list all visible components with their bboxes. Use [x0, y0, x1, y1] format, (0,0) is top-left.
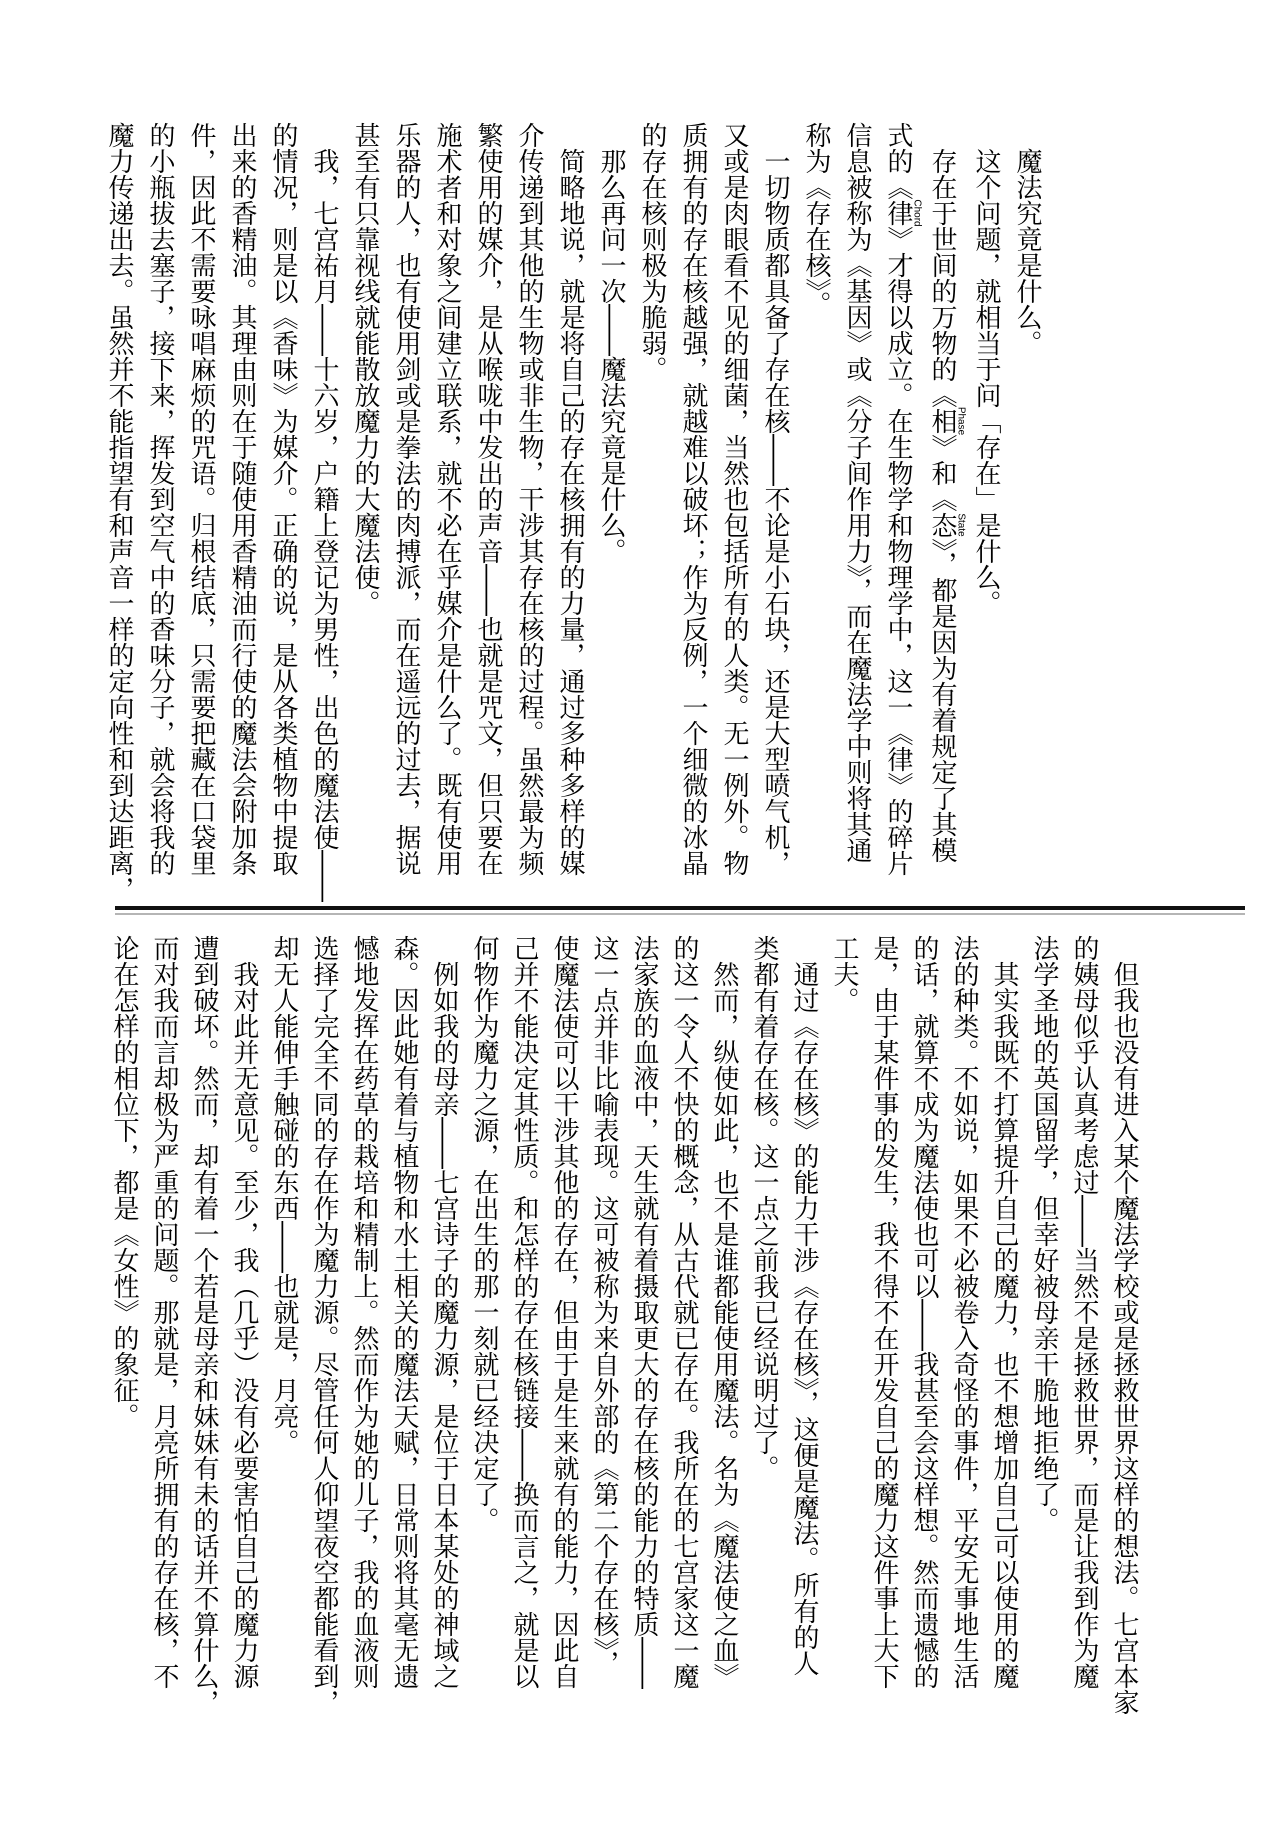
text-column: 而对我而言却极为严重的问题。那就是，月亮所拥有的存在核，不 — [150, 935, 180, 1689]
text-column: 通过《存在核》的能力干涉《存在核》，这便是魔法。所有的人 — [790, 935, 820, 1676]
text-column: 一切物质都具备了存在核——不论是小石块，还是大型喷气机， — [761, 122, 791, 876]
text-column: 选择了完全不同的存在作为魔力源。尽管任何人仰望夜空都能看到， — [310, 935, 340, 1715]
text-column: 论在怎样的相位下，都是《女性》的象征。 — [110, 935, 140, 1429]
text-column: 又或是肉眼看不见的细菌，当然也包括所有的人类。无一例外。物 — [720, 122, 750, 876]
text-column: 的姨母似乎认真考虑过——当然不是拯救世界，而是让我到作为魔 — [1070, 935, 1100, 1689]
text-column: 何物作为魔力之源，在出生的那一刻就已经决定了。 — [470, 935, 500, 1533]
text-column: 信息被称为《基因》或《分子间作用力》，而在魔法学中则将其通 — [843, 122, 873, 863]
ruby-annotated-char: 态State — [928, 512, 967, 538]
text-column: 法的种类。不如说，如果不必被卷入奇怪的事件，平安无事地生活 — [950, 935, 980, 1689]
text-column: 然而，纵使如此，也不是谁都能使用魔法。名为《魔法使之血》 — [710, 935, 740, 1689]
text-column: 这个问题，就相当于问「存在」是什么。 — [972, 122, 1002, 616]
text-column: 其实我既不打算提升自己的魔力，也不想增加自己可以使用的魔 — [990, 935, 1020, 1689]
text-column: 例如我的母亲——七宫诗子的魔力源，是位于日本某处的神域之 — [430, 935, 460, 1689]
text-column: 森。因此她有着与植物和水土相关的魔法天赋，日常则将其毫无遗 — [390, 935, 420, 1689]
text-column: 但我也没有进入某个魔法学校或是拯救世界这样的想法。七宫本家 — [1110, 935, 1140, 1715]
text-column: 存在于世间的万物的《相Phase》和《态State》，都是因为有着规定了其模 — [928, 122, 967, 863]
text-column: 却无人能伸手触碰的东西——也就是，月亮。 — [270, 935, 300, 1455]
bottom-text-block — [105, 935, 1145, 1723]
text-column: 出来的香精油。其理由则在于随使用香精油而行使的魔法会附加条 — [228, 122, 258, 876]
text-column: 憾地发挥在药草的栽培和精制上。然而作为她的儿子，我的血液则 — [350, 935, 380, 1689]
section-divider-rule — [115, 906, 1245, 910]
text-column: 我，七宫祐月——十六岁，户籍上登记为男性，出色的魔法使—— — [310, 122, 340, 902]
text-column: 施术者和对象之间建立联系，就不必在乎媒介是什么了。既有使用 — [433, 122, 463, 876]
text-column: 己并不能决定其性质。和怎样的存在核链接——换而言之，就是以 — [510, 935, 540, 1689]
text-column: 那么再问一次——魔法究竟是什么。 — [597, 122, 627, 564]
ruby-annotated-char: 相Phase — [928, 406, 967, 436]
text-column: 使魔法使可以干涉其他的存在，但由于是生来就有的能力，因此自 — [550, 935, 580, 1689]
text-column: 类都有着存在核。这一点之前我已经说明过了。 — [750, 935, 780, 1481]
text-column: 称为《存在核》。 — [802, 122, 832, 317]
text-column: 繁使用的媒介，是从喉咙中发出的声音——也就是咒文，但只要在 — [474, 122, 504, 876]
text-column: 质拥有的存在核越强，就越难以破坏；作为反例，一个细微的冰晶 — [679, 122, 709, 876]
text-column: 的这一令人不快的概念，从古代就已存在。我所在的七宫家这一魔 — [670, 935, 700, 1689]
text-column: 式的《律Chord》才得以成立。在生物学和物理学中，这一《律》的碎片 — [884, 122, 923, 876]
text-column: 魔力传递出去。虽然并不能指望有和声音一样的定向性和到达距离， — [105, 122, 135, 902]
text-column: 的小瓶拔去塞子，接下来，挥发到空气中的香味分子，就会将我的 — [146, 122, 176, 876]
section-divider-rule-shadow — [115, 913, 1245, 915]
text-column: 介传递到其他的生物或非生物，干涉其存在核的过程。虽然最为频 — [515, 122, 545, 876]
text-column: 魔法究竟是什么。 — [1013, 122, 1043, 356]
text-column: 乐器的人，也有使用剑或是拳法的肉搏派，而在遥远的过去，据说 — [392, 122, 422, 876]
text-column: 遭到破坏。然而，却有着一个若是母亲和妹妹有未的话并不算什么， — [190, 935, 220, 1715]
top-text-block — [99, 122, 1048, 910]
text-column: 的话，就算不成为魔法使也可以——我甚至会这样想。然而遗憾的 — [910, 935, 940, 1689]
text-column: 法家族的血液中，天生就有着摄取更大的存在核的能力的特质—— — [630, 935, 660, 1689]
text-column: 是，由于某件事的发生，我不得不在开发自己的魔力这件事上大下 — [870, 935, 900, 1689]
text-column: 我对此并无意见。至少，我（几乎）没有必要害怕自己的魔力源 — [230, 935, 260, 1689]
text-column: 这一点并非比喻表现。这可被称为来自外部的《第二个存在核》， — [590, 935, 620, 1676]
text-column: 工夫。 — [830, 935, 860, 1013]
text-column: 甚至有只靠视线就能散放魔力的大魔法使。 — [351, 122, 381, 616]
text-column: 件，因此不需要咏唱麻烦的咒语。归根结底，只需要把藏在口袋里 — [187, 122, 217, 876]
ruby-annotated-char: 律Chord — [884, 199, 923, 227]
text-column: 法学圣地的英国留学，但幸好被母亲干脆地拒绝了。 — [1030, 935, 1060, 1533]
text-column: 的情况，则是以《香味》为媒介。正确的说，是从各类植物中提取 — [269, 122, 299, 876]
text-column: 的存在核则极为脆弱。 — [638, 122, 668, 382]
text-column: 简略地说，就是将自己的存在核拥有的力量，通过多种多样的媒 — [556, 122, 586, 876]
